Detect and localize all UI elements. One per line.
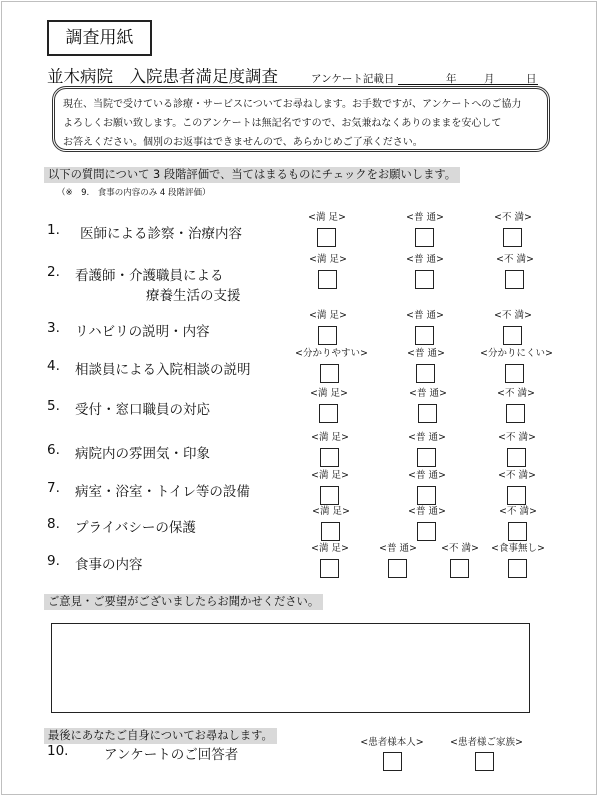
- notice-line: お答えください。個別のお返事はできませんので、あらかじめご了承ください。: [63, 137, 423, 148]
- question-number: 5.: [47, 398, 60, 414]
- option-label: <普 通>: [406, 254, 444, 265]
- option-label: <患者様ご家族>: [450, 737, 523, 748]
- comments-heading: ご意見・ご要望がございましたらお聞かせください。: [44, 594, 323, 610]
- checkbox-q2-opt3[interactable]: [505, 270, 524, 289]
- option-label: <満 足>: [312, 506, 350, 517]
- instructions-note: （※ 9. 食事の内容のみ 4 段階評価）: [57, 188, 211, 198]
- question-text: 医師による診察・治療内容: [80, 226, 242, 242]
- checkbox-q9-opt4[interactable]: [508, 559, 527, 578]
- notice-box: [52, 86, 550, 152]
- option-label: <患者様本人>: [360, 737, 424, 748]
- checkbox-q9-opt2[interactable]: [388, 559, 407, 578]
- option-label: <食事無し>: [491, 543, 545, 554]
- option-label: <普 通>: [406, 212, 444, 223]
- question-number: 3.: [47, 320, 60, 336]
- question-text: 相談員による入院相談の説明: [75, 362, 251, 378]
- question-number: 6.: [47, 442, 60, 458]
- checkbox-respondent-family[interactable]: [475, 752, 494, 771]
- about-heading: 最後にあなたご自身についてお尋ねします。: [44, 728, 277, 744]
- checkbox-q3-opt3[interactable]: [503, 326, 522, 345]
- option-label: <不 満>: [498, 432, 536, 443]
- page-title: 並木病院 入院患者満足度調査: [47, 67, 278, 86]
- option-label: <満 足>: [310, 388, 348, 399]
- option-label: <分かりにくい>: [480, 348, 553, 359]
- question-number: 9.: [47, 553, 60, 569]
- checkbox-q4-opt1[interactable]: [320, 364, 339, 383]
- option-label: <普 通>: [409, 388, 447, 399]
- option-label: <分かりやすい>: [295, 348, 368, 359]
- option-label: <満 足>: [311, 432, 349, 443]
- option-label: <普 通>: [408, 506, 446, 517]
- option-label: <不 満>: [494, 212, 532, 223]
- date-underline: [398, 84, 538, 85]
- checkbox-q8-opt2[interactable]: [417, 522, 436, 541]
- checkbox-q6-opt3[interactable]: [507, 448, 526, 467]
- checkbox-q6-opt2[interactable]: [417, 448, 436, 467]
- option-label: <不 満>: [498, 470, 536, 481]
- question-text-line2: 療養生活の支援: [146, 288, 241, 304]
- question-number: 8.: [47, 516, 60, 532]
- checkbox-q2-opt1[interactable]: [318, 270, 337, 289]
- option-label: <満 足>: [311, 543, 349, 554]
- option-label: <不 満>: [441, 543, 479, 554]
- option-label: <満 足>: [309, 254, 347, 265]
- checkbox-q5-opt2[interactable]: [418, 404, 437, 423]
- checkbox-q9-opt3[interactable]: [450, 559, 469, 578]
- question-number: 7.: [47, 480, 60, 496]
- checkbox-q1-opt1[interactable]: [317, 228, 336, 247]
- checkbox-q3-opt2[interactable]: [415, 326, 434, 345]
- question-text: アンケートのご回答者: [104, 747, 239, 763]
- option-label: <不 満>: [496, 254, 534, 265]
- comment-field[interactable]: [51, 623, 530, 713]
- month-label: 月: [484, 73, 495, 85]
- option-label: <不 満>: [494, 310, 532, 321]
- question-text: リハビリの説明・内容: [75, 324, 210, 340]
- question-number: 1.: [47, 222, 60, 238]
- option-label: <普 通>: [408, 470, 446, 481]
- checkbox-q4-opt3[interactable]: [505, 364, 524, 383]
- instructions-heading: 以下の質問について 3 段階評価で、当てはまるものにチェックをお願いします。: [44, 167, 460, 183]
- option-label: <不 満>: [499, 506, 537, 517]
- option-label: <普 通>: [379, 543, 417, 554]
- checkbox-q5-opt3[interactable]: [506, 404, 525, 423]
- option-label: <不 満>: [497, 388, 535, 399]
- option-label: <普 通>: [407, 348, 445, 359]
- question-text: プライバシーの保護: [75, 520, 196, 536]
- question-text: 病室・浴室・トイレ等の設備: [75, 484, 250, 500]
- checkbox-q5-opt1[interactable]: [319, 404, 338, 423]
- notice-line: 現在、当院で受けている診療・サービスについてお尋ねします。お手数ですが、アンケートへのご協力: [63, 99, 522, 110]
- checkbox-q3-opt1[interactable]: [318, 326, 337, 345]
- checkbox-q1-opt2[interactable]: [415, 228, 434, 247]
- checkbox-q2-opt2[interactable]: [415, 270, 434, 289]
- checkbox-q8-opt3[interactable]: [508, 522, 527, 541]
- checkbox-q8-opt1[interactable]: [321, 522, 340, 541]
- question-text: 受付・窓口職員の対応: [75, 402, 210, 418]
- checkbox-q9-opt1[interactable]: [320, 559, 339, 578]
- date-label: アンケート記載日: [311, 73, 395, 85]
- question-text: 食事の内容: [75, 557, 143, 573]
- question-text: 看護師・介護職員による: [75, 268, 224, 284]
- option-label: <満 足>: [308, 212, 346, 223]
- option-label: <満 足>: [311, 470, 349, 481]
- checkbox-q6-opt1[interactable]: [320, 448, 339, 467]
- checkbox-respondent-patient[interactable]: [383, 752, 402, 771]
- checkbox-q4-opt2[interactable]: [416, 364, 435, 383]
- question-number: 2.: [47, 264, 60, 280]
- question-text: 病院内の雰囲気・印象: [75, 446, 210, 462]
- year-label: 年: [446, 73, 457, 85]
- form-label: 調査用紙: [47, 20, 152, 56]
- option-label: <普 通>: [406, 310, 444, 321]
- checkbox-q1-opt3[interactable]: [503, 228, 522, 247]
- option-label: <普 通>: [408, 432, 446, 443]
- option-label: <満 足>: [309, 310, 347, 321]
- day-label: 日: [526, 73, 537, 85]
- question-number: 10.: [47, 743, 69, 759]
- question-number: 4.: [47, 358, 60, 374]
- notice-line: よろしくお願い致します。このアンケートは無記名ですので、お気兼ねなくありのままを安心して: [63, 118, 502, 129]
